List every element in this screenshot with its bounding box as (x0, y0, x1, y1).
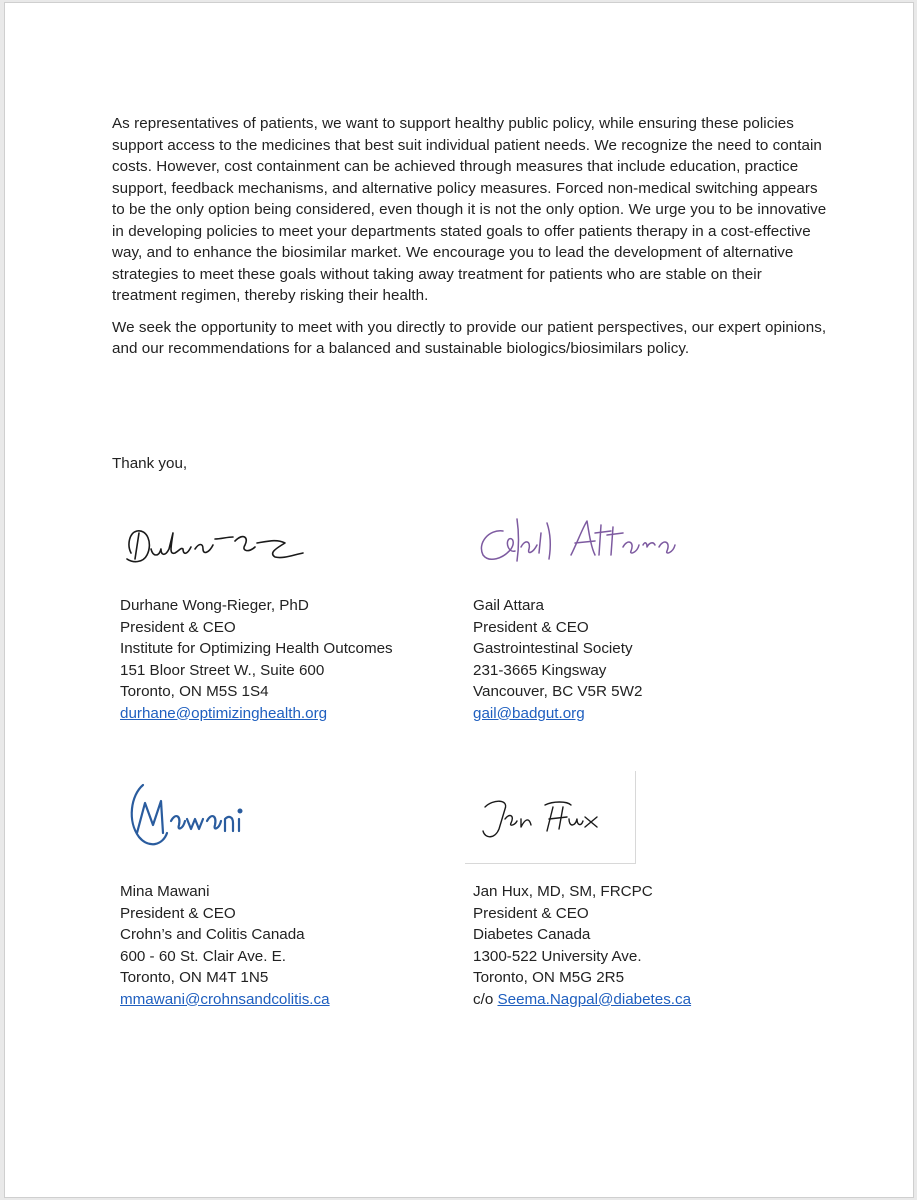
signatory-title: President & CEO (120, 904, 236, 922)
signatory-block-jan (473, 881, 691, 1010)
signatory-block-mina (120, 881, 330, 1010)
paragraph-1: As representatives of patients, we want to support healthy public policy, while ensuring these policies support access to the medicines that best suit individual patient needs. We recognize the need to contain costs. However, cost containment can be achieved through measures that include education, practice support, feedback mechanisms, and alternative policy measures. Forced non-medical switching appears to be the only option being considered, even though it is not the only option. We urge you to be innovative in developing policies to meet your departments stated goals to offer patients therapy in a cost-effective way, and to enhance the biosimilar market. We encourage you to lead the development of alternative strategies to meet these goals without taking away treatment for patients who are stable on their treatment regimen, thereby risking their health. (112, 115, 827, 304)
signatory-name: Durhane Wong-Rieger, PhD (120, 597, 309, 614)
signatory-organization: Gastrointestinal Society (473, 640, 633, 657)
signatory-address-line2: Toronto, ON M5G 2R5 (473, 969, 625, 986)
paragraph-2: We seek the opportunity to meet with you directly to provide our patient perspectives, our expert opinions, and our recommendations for a balanced and sustainable biologics/biosimilars policy. (112, 318, 827, 357)
signatory-address-line1: 600 - 60 St. Clair Ave. E. (120, 947, 287, 965)
signatory-title: President & CEO (473, 618, 589, 636)
signatory-address-line1: 1300-522 University Ave. (473, 947, 642, 965)
letter-page (4, 2, 914, 1198)
signatory-address-line2: Vancouver, BC V5R 5W2 (473, 683, 643, 700)
signatory-email-link[interactable]: gail@badgut.org (473, 704, 585, 722)
signatory-name: Jan Hux, MD, SM, FRCPC (473, 883, 653, 900)
signature-jan-image (475, 789, 615, 849)
signatory-title: President & CEO (120, 618, 236, 636)
signatory-organization: Crohn’s and Colitis Canada (120, 926, 305, 943)
signatory-organization: Diabetes Canada (473, 926, 591, 943)
signatory-email-link[interactable]: durhane@optimizinghealth.org (120, 704, 328, 722)
signatory-name: Gail Attara (473, 597, 544, 614)
signatory-email-line (473, 989, 691, 1011)
closing-line: Thank you, (112, 455, 188, 472)
signatory-email-link[interactable]: Seema.Nagpal@diabetes.ca (497, 990, 692, 1008)
signatory-address-line2: Toronto, ON M4T 1N5 (120, 969, 269, 986)
signature-durhane-image (117, 519, 317, 575)
signature-gail-image (467, 513, 677, 575)
signatory-email-link[interactable]: mmawani@crohnsandcolitis.ca (120, 990, 330, 1008)
signatory-address-line1: 151 Bloor Street W., Suite 600 (120, 661, 325, 679)
signature-mina-image (123, 775, 273, 855)
signatory-block-durhane (120, 595, 393, 724)
signatory-block-gail (473, 595, 642, 724)
signatory-name: Mina Mawani (120, 883, 210, 900)
signatory-address-line2: Toronto, ON M5S 1S4 (120, 683, 269, 700)
signatory-title: President & CEO (473, 904, 589, 922)
email-prefix: c/o (473, 990, 494, 1008)
signatory-address-line1: 231-3665 Kingsway (473, 661, 607, 679)
signatory-organization: Institute for Optimizing Health Outcomes (120, 640, 393, 657)
letter-body (112, 113, 827, 370)
